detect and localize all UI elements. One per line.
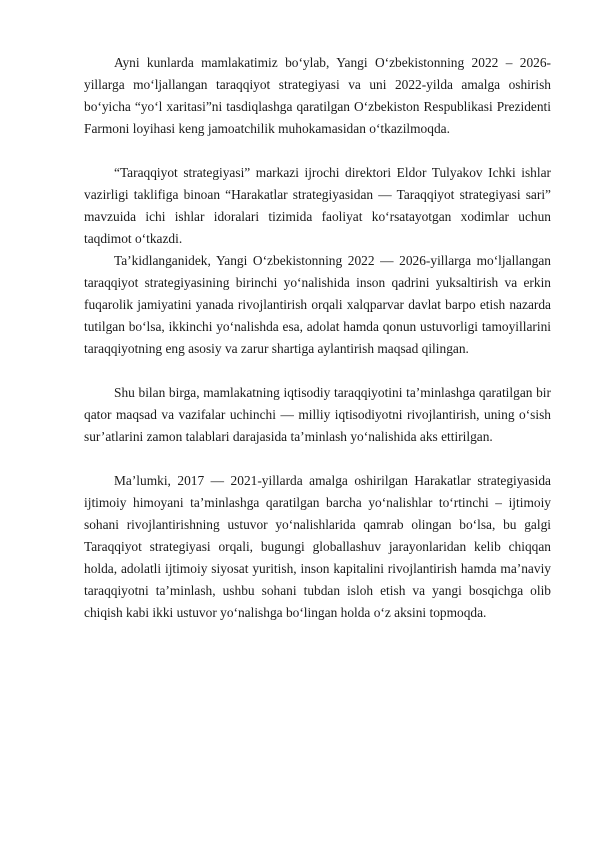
paragraph-spacer bbox=[84, 448, 551, 470]
document-body bbox=[84, 52, 551, 624]
paragraph-5: Ma’lumki, 2017 — 2021-yillarda amalga oshirilgan Harakatlar strategiyasida ijtimoiy himoyani ta’minlashga qaratilgan barcha yo‘nalishlar to‘rtinchi – ijtimoiy sohani rivojlantirishning ustuvor yo‘nalishlarida qamrab olingan bo‘lsa, bu galgi Taraqqiyot strategiyasi orqali, bugungi globallashuv jarayonlaridan kelib chiqqan holda, adolatli ijtimoiy siyosat yuritish, inson kapitalini rivojlantirish hamda ma’naviy taraqqiyotni ta’minlash, ushbu sohani tubdan isloh etish va yangi bosqichga olib chiqish kabi ikki ustuvor yo‘nalishga bo‘lingan holda o‘z aksini topmoqda. bbox=[84, 473, 551, 620]
paragraph-4: Shu bilan birga, mamlakatning iqtisodiy taraqqiyotini ta’minlashga qaratilgan bir qator maqsad va vazifalar uchinchi — milliy iqtisodiyotni rivojlantirish, uning o‘sish sur’atlarini zamon talablari darajasida ta’minlash yo‘nalishida aks ettirilgan. bbox=[84, 385, 551, 444]
paragraph-3: Ta’kidlanganidek, Yangi O‘zbekistonning 2022 — 2026-yillarga mo‘ljallangan taraqqiyot strategiyasining birinchi yo‘nalishida inson qadrini yuksaltirish va erkin fuqarolik jamiyatini yanada rivojlantirish orqali xalqparvar davlat barpo etish nazarda tutilgan bo‘lsa, ikkinchi yo‘nalishda esa, adolat hamda qonun ustuvorligi tamoyillarini taraqqiyotning eng asosiy va zarur shartiga aylantirish maqsad qilingan. bbox=[84, 253, 551, 356]
paragraph-spacer bbox=[84, 140, 551, 162]
paragraph-spacer bbox=[84, 360, 551, 382]
paragraph-1: Ayni kunlarda mamlakatimiz bo‘ylab, Yangi O‘zbekistonning 2022 – 2026-yillarga mo‘ljallangan taraqqiyot strategiyasi va uni 2022-yilda amalga oshirish bo‘yicha “yo‘l xaritasi”ni tasdiqlashga qaratilgan O‘zbekiston Respublikasi Prezidenti Farmoni loyihasi keng jamoatchilik muhokamasidan o‘tkazilmoqda. bbox=[84, 55, 551, 136]
paragraph-2: “Taraqqiyot strategiyasi” markazi ijrochi direktori Eldor Tulyakov Ichki ishlar vazirligi taklifiga binoan “Harakatlar strategiyasidan — Taraqqiyot strategiyasi sari” mavzuida ichi ishlar idoralari tizimida faoliyat ko‘rsatayotgan xodimlar uchun taqdimot o‘tkazdi. bbox=[84, 165, 551, 246]
